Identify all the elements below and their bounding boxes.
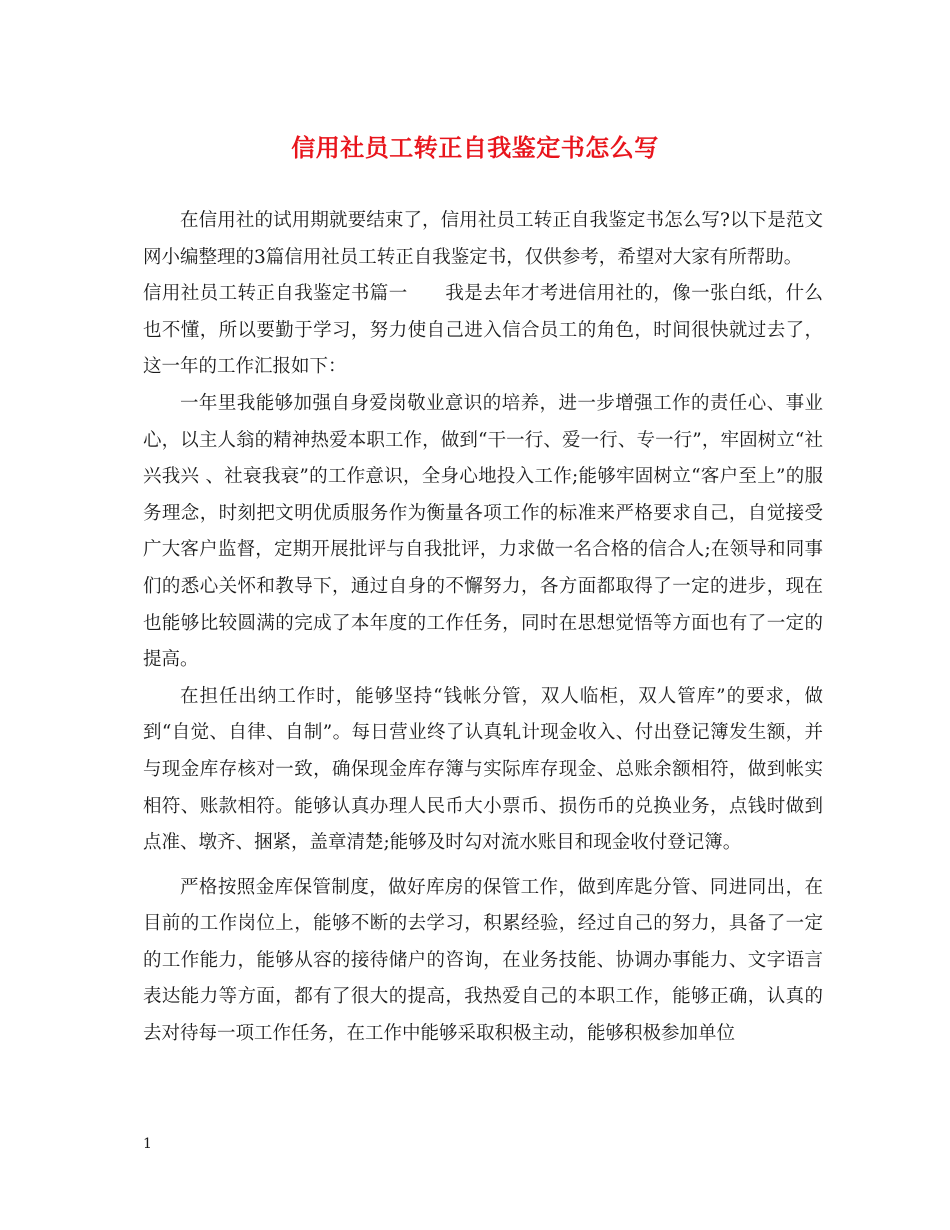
footer-divider <box>143 1128 823 1129</box>
document-title: 信用社员工转正自我鉴定书怎么写 <box>291 133 659 162</box>
paragraph-work-attitude: 一年里我能够加强自身爱岗敬业意识的培养，进一步增强工作的责任心、事业心，以主人翁的精神热爱本职工作，做到“干一行、爱一行、专一行”，牢固树立“社兴我兴 、社衰我衰”的工作意识，全身心地投入工作;能够牢固树立“客户至上”的服务理念，时刻把文明优质服务作为衡量各项工作的标准来严格要求自己，自觉接受广大客户监督，定期开展批评与自我批评，力求做一名合格的信合人;在领导和同事们的悉心关怀和教导下，通过自身的不懈努力，各方面都取得了一定的进步，现在也能够比较圆满的完成了本年度的工作任务，同时在思想觉悟等方面也有了一定的提高。 <box>143 392 823 671</box>
document-body <box>143 203 823 1053</box>
paragraph-section-one-start: 信用社员工转正自我鉴定书篇一 我是去年才考进信用社的，像一张白纸，什么也不懂，所以要勤于学习，努力使自己进入信合员工的角色，时间很快就过去了，这一年的工作汇报如下： <box>143 283 823 378</box>
paragraph-intro: 在信用社的试用期就要结束了，信用社员工转正自我鉴定书怎么写?以下是范文网小编整理的3篇信用社员工转正自我鉴定书，仅供参考，希望对大家有所帮助。 <box>143 210 823 268</box>
paragraph-cashier-work: 在担任出纳工作时，能够坚持“钱帐分管，双人临柜，双人管库”的要求，做到“自觉、自律、自制”。每日营业终了认真轧计现金收入、付出登记簿发生额，并与现金库存核对一致，确保现金库存簿与实际库存现金、总账余额相符，做到帐实相符、账款相符。能够认真办理人民币大小票币、损伤币的兑换业务，点钱时做到点准、墩齐、捆紧，盖章清楚;能够及时勾对流水账目和现金收付登记簿。 <box>143 685 823 854</box>
page-number: 1 <box>143 1136 152 1152</box>
paragraph-vault-management: 严格按照金库保管制度，做好库房的保管工作，做到库匙分管、同进同出，在目前的工作岗位上，能够不断的去学习，积累经验，经过自己的努力，具备了一定的工作能力，能够从容的接待储户的咨询，在业务技能、协调办事能力、文字语言表达能力等方面，都有了很大的提高，我热爱自己的本职工作，能够正确，认真的去对待每一项工作任务，在工作中能够采取积极主动，能够积极参加单位 <box>143 876 823 1045</box>
